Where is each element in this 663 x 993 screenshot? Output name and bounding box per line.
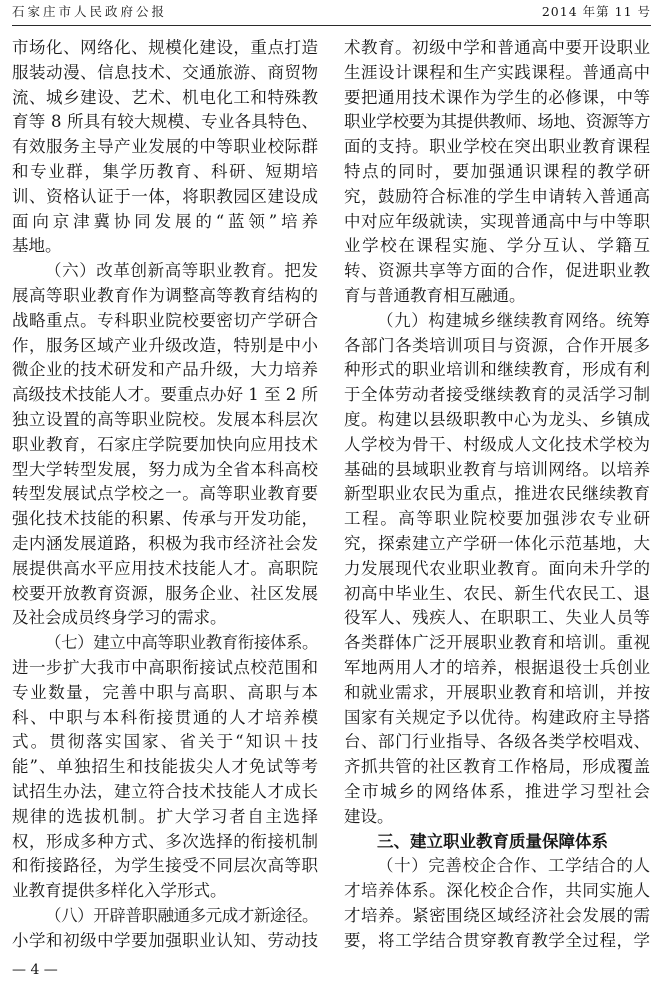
text-line: 究，探索建立产学研一体化示范基地，大 [344,533,650,553]
text-line: 科、中职与本科衔接贯通的人才培养模 [12,707,318,727]
text-line: 微企业的技术研发和产品升级，大力培养 [12,360,318,380]
text-line: 进一步扩大我市中高职衔接试点校范围和 [12,657,318,677]
header-rule [12,25,651,26]
text-line: 式。贯彻落实国家、省关于“知识＋技 [12,732,318,752]
text-line: 术教育。初级中学和普通高中要开设职业 [344,38,650,57]
text-line: 业学校在课程实施、学分互认、学籍互 [344,236,650,256]
text-line: 育等 8 所具有较大规模、专业各具特色、 [12,112,318,132]
text-line [344,309,650,334]
text-line: 专业数量，完善中职与高职、高职与本 [12,682,318,702]
text-line [12,904,318,929]
text-line: 面向京津冀协同发展的“蓝领”培养 [12,211,318,231]
text-line: 新型职业农民为重点，推进农民继续教育 [344,484,650,504]
text-line: 特点的同时，要加强通识课程的教学研 [344,161,650,181]
text-line [12,631,318,656]
text-line: 高级技术技能人才。要重点办好 1 至 2 所 [12,385,318,405]
paragraph-item-6 [12,259,318,631]
text-line: 中对应年级就读，实现普通高中与中等职 [344,211,650,231]
text-line: 生涯设计课程和生产实践课程。普通高中 [344,62,650,82]
text-line: 职业教育，石家庄学院要加快向应用技术 [12,434,318,454]
text-line: 展提供高水平应用技术技能人才。高职院 [12,558,318,578]
text-line: 训、资格认证于一体，将职教园区建设成 [12,186,318,206]
right-column [344,36,650,953]
item-lead-title: （九）构建城乡继续教育网络。 [377,310,617,330]
text-line: 有效服务主导产业发展的中等职业校际群 [12,137,318,157]
item-lead-title: （七）建立中高等职业教育衔接体系。 [45,633,318,653]
text-line: 战略重点。专科职业院校要密切产学研合 [12,310,318,330]
text-run: 深化校企合作，共同实施人 [446,881,651,901]
text-line: 育与普通教育相互融通。 [344,285,526,305]
text-run: 统筹 [616,310,651,330]
paragraph-item-8-continued [344,36,650,309]
text-line: 规律的选拔机制。扩大学习者自主选择 [12,806,318,826]
gazette-title: 石家庄市人民政府公报 [12,4,168,19]
text-line: 军地两用人才的培养，根据退役士兵创业 [344,657,650,677]
text-line: 齐抓共管的社区教育工作格局，形成覆盖 [344,757,650,777]
item-lead-title: （六）改革创新高等职业教育。 [45,261,285,281]
text-line: 转型发展试点学校之一。高等职业教育要 [12,484,318,504]
text-line: 才培养。紧密围绕区域经济社会发展的需 [344,905,650,925]
text-line: 台、部门行业指导、各级各类学校唱戏、 [344,732,650,752]
text-line: 于全体劳动者接受继续教育的灵活学习制 [344,385,650,405]
left-column [12,36,318,953]
text-line [344,879,650,904]
text-line: 权，形成多种方式、多次选择的衔接机制 [12,831,318,851]
page-number: — 4 — [12,962,58,978]
text-line: 流、城乡建设、艺术、机电化工和特殊教 [12,87,318,107]
section-heading-3: 三、建立职业教育质量保障体系 [377,831,608,851]
paragraph-item-8 [12,904,318,954]
text-line: 业教育提供多样化入学形式。 [12,881,227,901]
text-line: 要，将工学结合贯穿教育教学全过程，学 [344,930,650,950]
text-line: 及社会成员终身学习的需求。 [12,608,227,628]
paragraph-item-7 [12,631,318,904]
text-line: 各类群体广泛开展职业教育和培训。重视 [344,633,650,653]
text-line: 国家有关规定予以优待。构建政府主导搭 [344,707,650,727]
paragraph-intro-continued [12,36,318,259]
text-line [12,259,318,284]
text-line: 初高中毕业生、农民、新生代农民工、退 [344,583,650,603]
text-run: 把发 [284,261,319,281]
text-line: 工程。高等职业院校要加强涉农专业研 [344,509,650,529]
item-lead-title: （十）完善校企合作、工学结合的人 [377,856,650,876]
text-line: 和专业群，集学历教育、科研、短期培 [12,161,318,181]
text-line: 要把通用技术课作为学生的必修课，中等 [344,87,650,107]
text-line: 作，服务区域产业升级改造，特别是中小 [12,335,318,355]
issue-number: 2014 年第 11 号 [541,4,651,19]
text-line: 强化技术技能的积累、传承与开发功能， [12,509,318,529]
paragraph-item-9 [344,309,650,830]
text-line: 型大学转型发展，努力成为全省本科高校 [12,459,318,479]
text-line: 能”、单独招生和技能拔尖人才免试等考 [12,757,318,777]
text-line: 和衔接路径，为学生接受不同层次高等职 [12,856,318,876]
text-line: 走内涵发展道路，积极为我市经济社会发 [12,533,318,553]
paragraph-item-10 [344,854,650,953]
text-line: 力发展现代农业职业教育。面向未升学的 [344,558,650,578]
text-line [344,854,650,879]
text-line: 小学和初级中学要加强职业认知、劳动技 [12,930,318,950]
text-line: 人学校为骨干、村级成人文化技术学校为 [344,434,650,454]
text-line: 独立设置的高等职业院校。发展本科层次 [12,409,318,429]
text-line: 试招生办法，建立符合技术技能人才成长 [12,781,318,801]
text-line: 面的支持。职业学校在突出职业教育课程 [344,137,650,157]
text-line: 度。构建以县级职教中心为龙头、乡镇成 [344,409,650,429]
text-line: 种形式的职业培训和继续教育，形成有利 [344,360,650,380]
text-line: 究，鼓励符合标准的学生申请转入普通高 [344,186,650,206]
text-line: 建设。 [344,806,394,826]
text-line: 役军人、残疾人、在职职工、失业人员等 [344,608,650,628]
text-line: 和就业需求，开展职业教育和培训，并按 [344,682,650,702]
text-line: 基础的县域职业教育与培训网络。以培养 [344,459,650,479]
text-line: 市场化、网络化、规模化建设，重点打造 [12,38,318,57]
text-line: 校要开放教育资源，服务企业、社区发展 [12,583,318,603]
text-line: 各部门各类培训项目与资源，合作开展多 [344,335,650,355]
item-lead-title: 才培养体系。 [344,881,447,901]
text-line: 全市城乡的网络体系，推进学习型社会 [344,781,650,801]
text-line: 服装动漫、信息技术、交通旅游、商贸物 [12,62,318,82]
item-lead-title: （八）开辟普职融通多元成才新途径。 [45,905,318,925]
text-line: 职业学校要为其提供教师、场地、资源等方 [344,112,650,132]
text-line: 展高等职业教育作为调整高等教育结构的 [12,285,318,305]
text-line: 转、资源共享等方面的合作，促进职业教 [344,261,650,281]
text-line: 基地。 [12,236,62,256]
